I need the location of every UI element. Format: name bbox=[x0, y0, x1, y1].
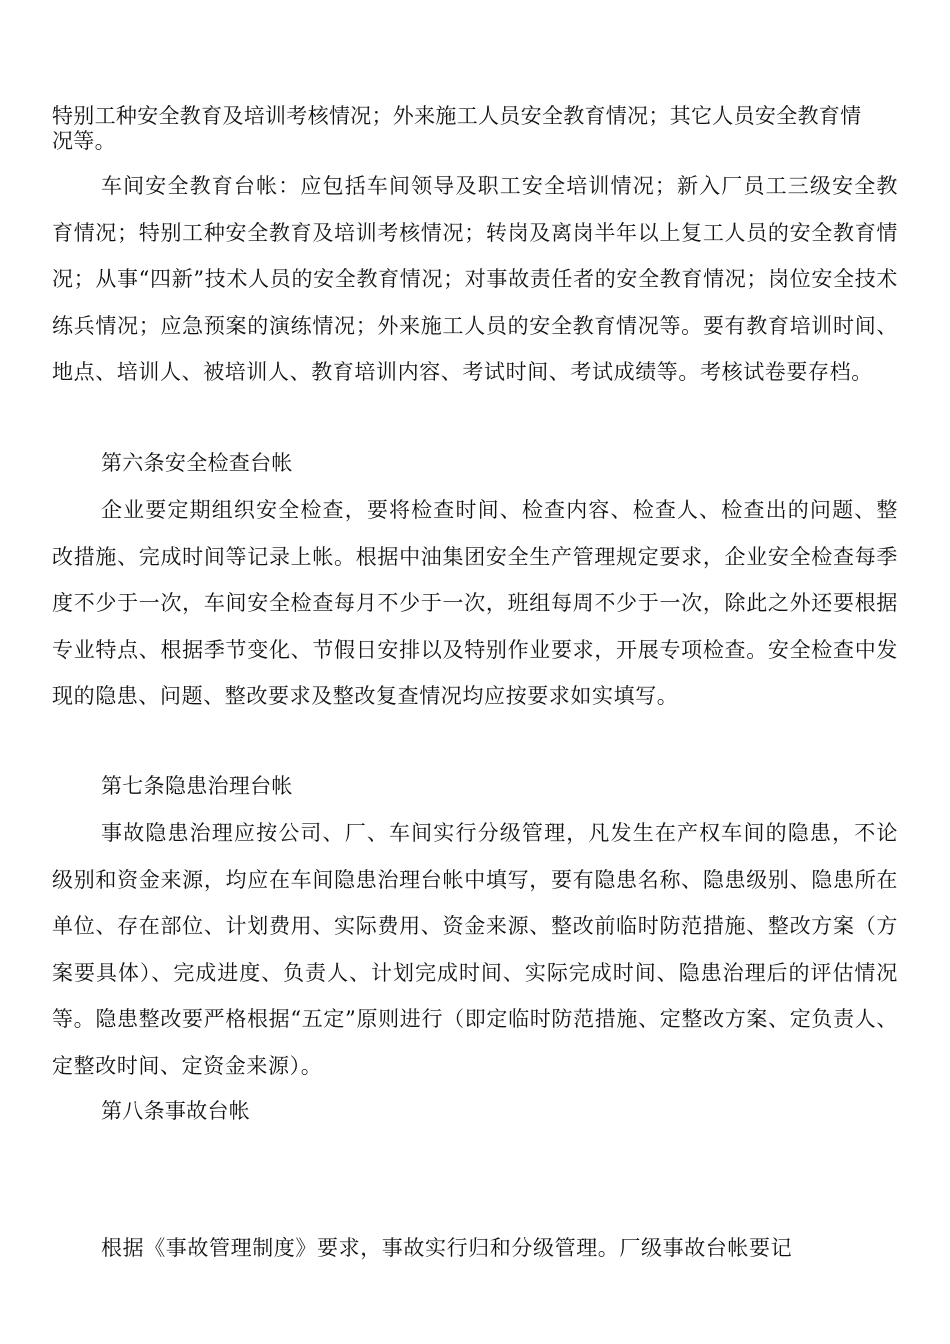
heading-article-7: 第七条隐患治理台帐 bbox=[101, 774, 293, 798]
heading-article-6: 第六条安全检查台帐 bbox=[101, 451, 293, 475]
paragraph-accident-ledger: 根据《事故管理制度》要求，事故实行归和分级管理。厂级事故台帐要记 bbox=[101, 1236, 793, 1260]
paragraph-workshop-education-ledger: 车间安全教育台帐：应包括车间领导及职工安全培训情况；新入厂员工三级安全教育情况；特别工种安全教育及培训考核情况；转岗及离岗半年以上复工人员的安全教育情况；从事“四新”技术人员的安全教育情况；对事故责任者的安全教育情况；岗位安全技术练兵情况；应急预案的演练情况；外来施工人员的安全教育情况等。要有教育培训时间、地点、培训人、被培训人、教育培训内容、考试时间、考试成绩等。考核试卷要存档。 bbox=[52, 174, 898, 384]
paragraph-safety-inspection: 企业要定期组织安全检查，要将检查时间、检查内容、检查人、检查出的问题、整改措施、完成时间等记录上帐。根据中油集团安全生产管理规定要求，企业安全检查每季度不少于一次，车间安全检查每月不少于一次，班组每周不少于一次，除此之外还要根据专业特点、根据季节变化、节假日安排以及特别作业要求，开展专项检查。安全检查中发现的隐患、问题、整改要求及整改复查情况均应按要求如实填写。 bbox=[52, 498, 898, 708]
paragraph-hazard-management: 事故隐患治理应按公司、厂、车间实行分级管理，凡发生在产权车间的隐患，不论级别和资金来源，均应在车间隐患治理台帐中填写，要有隐患名称、隐患级别、隐患所在单位、存在部位、计划费用、实际费用、资金来源、整改前临时防范措施、整改方案（方案要具体）、完成进度、负责人、计划完成时间、实际完成时间、隐患治理后的评估情况等。隐患整改要严格根据“五定”原则进行（即定临时防范措施、定整改方案、定负责人、定整改时间、定资金来源）。 bbox=[52, 821, 898, 1078]
paragraph-education-continued: 特别工种安全教育及培训考核情况；外来施工人员安全教育情况；其它人员安全教育情况等。 bbox=[52, 104, 862, 153]
heading-article-8: 第八条事故台帐 bbox=[101, 1099, 251, 1123]
